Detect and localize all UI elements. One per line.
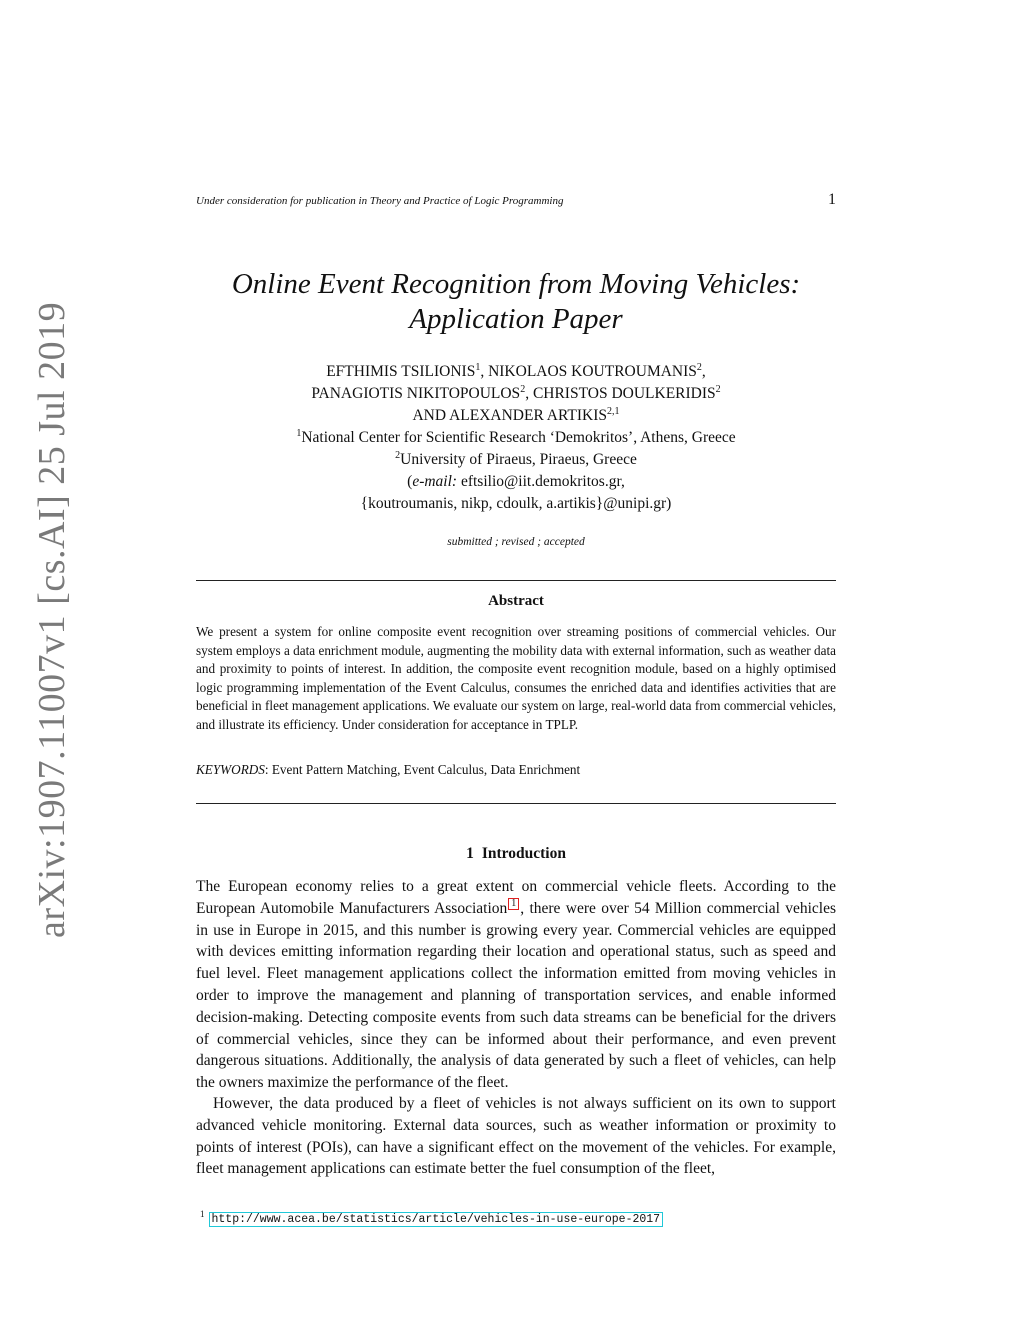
author-name: AND ALEXANDER ARTIKIS (412, 407, 608, 424)
email-line-2: {koutroumanis, nikp, cdoulk, a.artikis}@unipi.gr) (360, 495, 672, 512)
author-block (196, 361, 836, 515)
arxiv-identifier-stamp: arXiv:1907.11007v1 [cs.AI] 25 Jul 2019 (31, 301, 73, 938)
affiliation-mark: 2 (715, 384, 721, 395)
author-name: NIKOLAOS KOUTROUMANIS (488, 363, 697, 380)
affiliation-mark: 2,1 (607, 406, 620, 417)
paragraph-text: The European economy relies to a great extent on commercial vehicle fleets. According to the European Automobile Manufacturers Association (196, 878, 836, 917)
footnote (200, 1209, 840, 1226)
author-line-1: EFTHIMIS TSILIONIS$^1$, NIKOLAOS KOUTROUMANIS$^2$, (326, 362, 706, 380)
section-heading (196, 845, 836, 863)
email-address: eftsilio@iit.demokritos.gr, (460, 473, 625, 490)
page-number: 1 (828, 191, 836, 208)
author-name: EFTHIMIS TSILIONIS (326, 363, 476, 380)
intro-paragraph-2: However, the data produced by a fleet of vehicles is not always sufficient on its own to support advanced vehicle monitoring. External data sources, such as weather information or proximity to points of interest (POIs), can have a significant effect on the movement of the vehicles. For example, fleet management applications can estimate better the fuel consumption of the fleet, (196, 1095, 836, 1178)
author-line-3 (196, 405, 836, 427)
affiliation-mark: 2 (696, 362, 702, 373)
affiliation-mark: 2 (520, 384, 526, 395)
affiliation-mark: 1 (296, 428, 302, 439)
abstract-top-rule (196, 580, 836, 581)
email-line-1: (e-mail: eftsilio@iit.demokritos.gr, (407, 473, 625, 490)
affiliation-mark: 1 (475, 362, 481, 373)
abstract-bottom-rule (196, 803, 836, 804)
journal-name: Under consideration for publication in Theory and Practice of Logic Programming (196, 195, 564, 207)
affiliation-1 (196, 427, 836, 449)
abstract-text: We present a system for online composite event recognition over streaming positions of commercial vehicles. Our system employs a data enrichment module, augmenting the mobility data with external information, such as weather data and proximity to points of interest. In addition, the composite event recognition module, based on a highly optimised logic programming implementation of the Event Calculus, consumes the enriched data and identifies activities that are beneficial in fleet management applications. We evaluate our system on large, real-world data from commercial vehicles, and illustrate its efficiency. Under consideration for acceptance in TPLP. (196, 624, 836, 732)
affiliation-mark: 2 (395, 450, 401, 461)
keywords (196, 762, 836, 778)
footnote-link[interactable]: 1 (508, 898, 519, 910)
keywords-list: : Event Pattern Matching, Event Calculus, Data Enrichment (264, 762, 581, 777)
title-line-1: Online Event Recognition from Moving Vehicles: (231, 268, 801, 300)
submission-dates: submitted ; revised ; accepted (447, 536, 585, 548)
section-title: Introduction (481, 845, 566, 862)
author-line-2: PANAGIOTIS NIKITOPOULOS$^2$, CHRISTOS DOULKERIDIS$^2$ (311, 384, 721, 402)
title-line-2: Application Paper (409, 303, 623, 335)
author-name: CHRISTOS DOULKERIDIS (532, 385, 716, 402)
email-label: e-mail: (412, 473, 458, 490)
paper-title (196, 267, 836, 337)
running-head (196, 191, 836, 211)
author-name: PANAGIOTIS NIKITOPOULOS (311, 385, 521, 402)
paragraph-text: , there were over 54 Million commercial vehicles in use in Europe in 2015, and this number is growing every year. Commercial vehicles are equipped with devices emitting information regarding their location and operational status, such as speed and fuel level. Fleet management applications collect the information emitted from moving vehicles in order to improve the management and planning of transportation services, and enable informed decision-making. Detecting composite events from such data streams can be beneficial for the drivers of commercial vehicles, since they can be informed about their performance, and even prevent dangerous situations. Additionally, the analysis of data generated by such a fleet of vehicles, can help the owners maximize the performance of the fleet. (196, 899, 836, 1092)
affiliation-text: National Center for Scientific Research ‘Demokritos’, Athens, Greece (301, 429, 736, 446)
keywords-label: KEYWORDS (196, 762, 265, 777)
affiliation-text: University of Piraeus, Piraeus, Greece (400, 451, 637, 468)
abstract-heading: Abstract (488, 593, 544, 609)
section-number: 1 (466, 845, 474, 862)
intro-paragraph-1 (196, 876, 836, 1094)
affiliation-2 (196, 449, 836, 471)
footnote-url-link[interactable]: http://www.acea.be/statistics/article/vehicles-in-use-europe-2017 (209, 1212, 664, 1227)
footnote-number: 1 (200, 1209, 205, 1219)
